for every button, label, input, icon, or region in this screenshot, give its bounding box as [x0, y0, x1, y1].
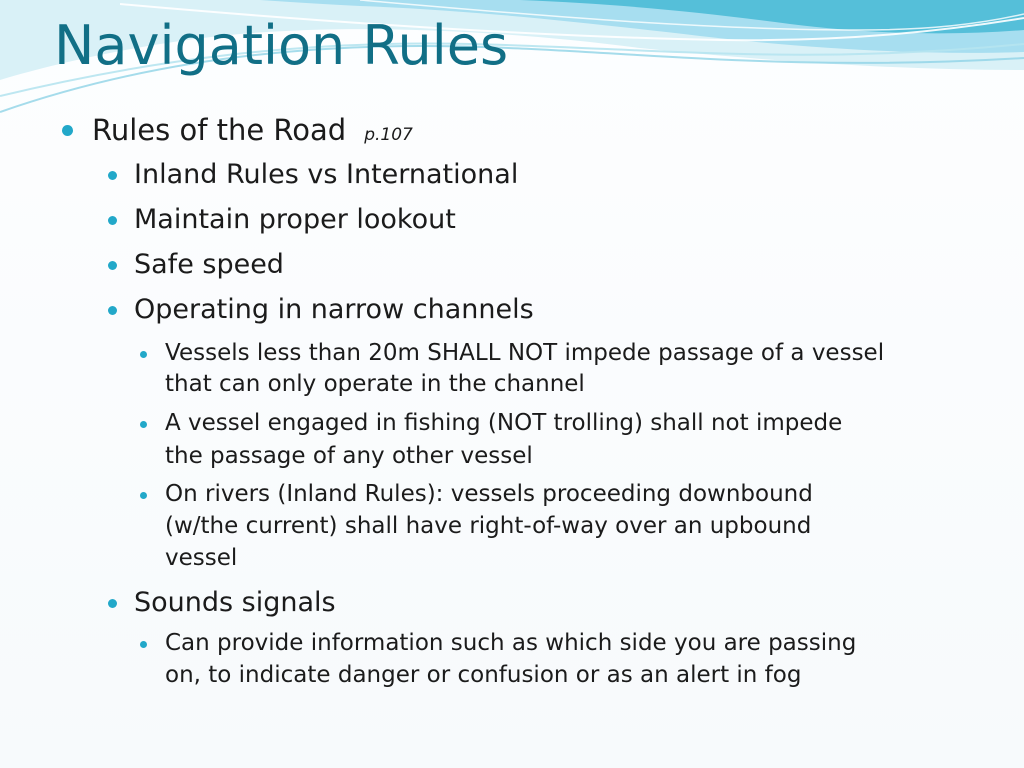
page-reference: p.107: [364, 125, 413, 145]
sub-bullet-rivers-line-2: (w/the current) shall have right-of-way over an upbound: [165, 513, 812, 539]
sub-bullet-vessels-20m-line-1: Vessels less than 20m SHALL NOT impede passage of a vessel: [165, 340, 885, 366]
sub-bullet-rivers-line-1: On rivers (Inland Rules): vessels proceeding downbound: [165, 481, 813, 507]
bullet-dot: [140, 641, 147, 648]
sub-bullet-fishing-line-2: the passage of any other vessel: [165, 443, 533, 469]
bullet-dot: [108, 306, 117, 315]
sub-bullet-sound-info-line-2: on, to indicate danger or confusion or as an alert in fog: [165, 662, 802, 688]
bullet-text: Rules of the Road: [92, 113, 347, 147]
bullet-dot: [108, 261, 117, 270]
bullet-dot: [140, 421, 147, 428]
bullet-dot: [108, 171, 117, 180]
bullet-inland-rules: Inland Rules vs International: [134, 159, 519, 190]
sub-bullet-fishing-line-1: A vessel engaged in fishing (NOT trolling) shall not impede: [165, 410, 843, 436]
sub-bullet-rivers-line-3: vessel: [165, 545, 238, 571]
bullet-dot: [108, 216, 117, 225]
bullet-proper-lookout: Maintain proper lookout: [134, 204, 456, 235]
bullet-dot: [140, 351, 147, 358]
bullet-sound-signals: Sounds signals: [134, 587, 336, 618]
bullet-dot: [62, 125, 73, 136]
sub-bullet-vessels-20m-line-2: that can only operate in the channel: [165, 371, 585, 397]
bullet-narrow-channels: Operating in narrow channels: [134, 294, 534, 325]
bullet-dot: [140, 492, 147, 499]
slide-title: Navigation Rules: [54, 14, 509, 77]
bullet-dot: [108, 599, 117, 608]
bullet-safe-speed: Safe speed: [134, 249, 284, 280]
bullet-rules-of-the-road: [92, 110, 413, 155]
sub-bullet-sound-info-line-1: Can provide information such as which side you are passing: [165, 630, 857, 656]
